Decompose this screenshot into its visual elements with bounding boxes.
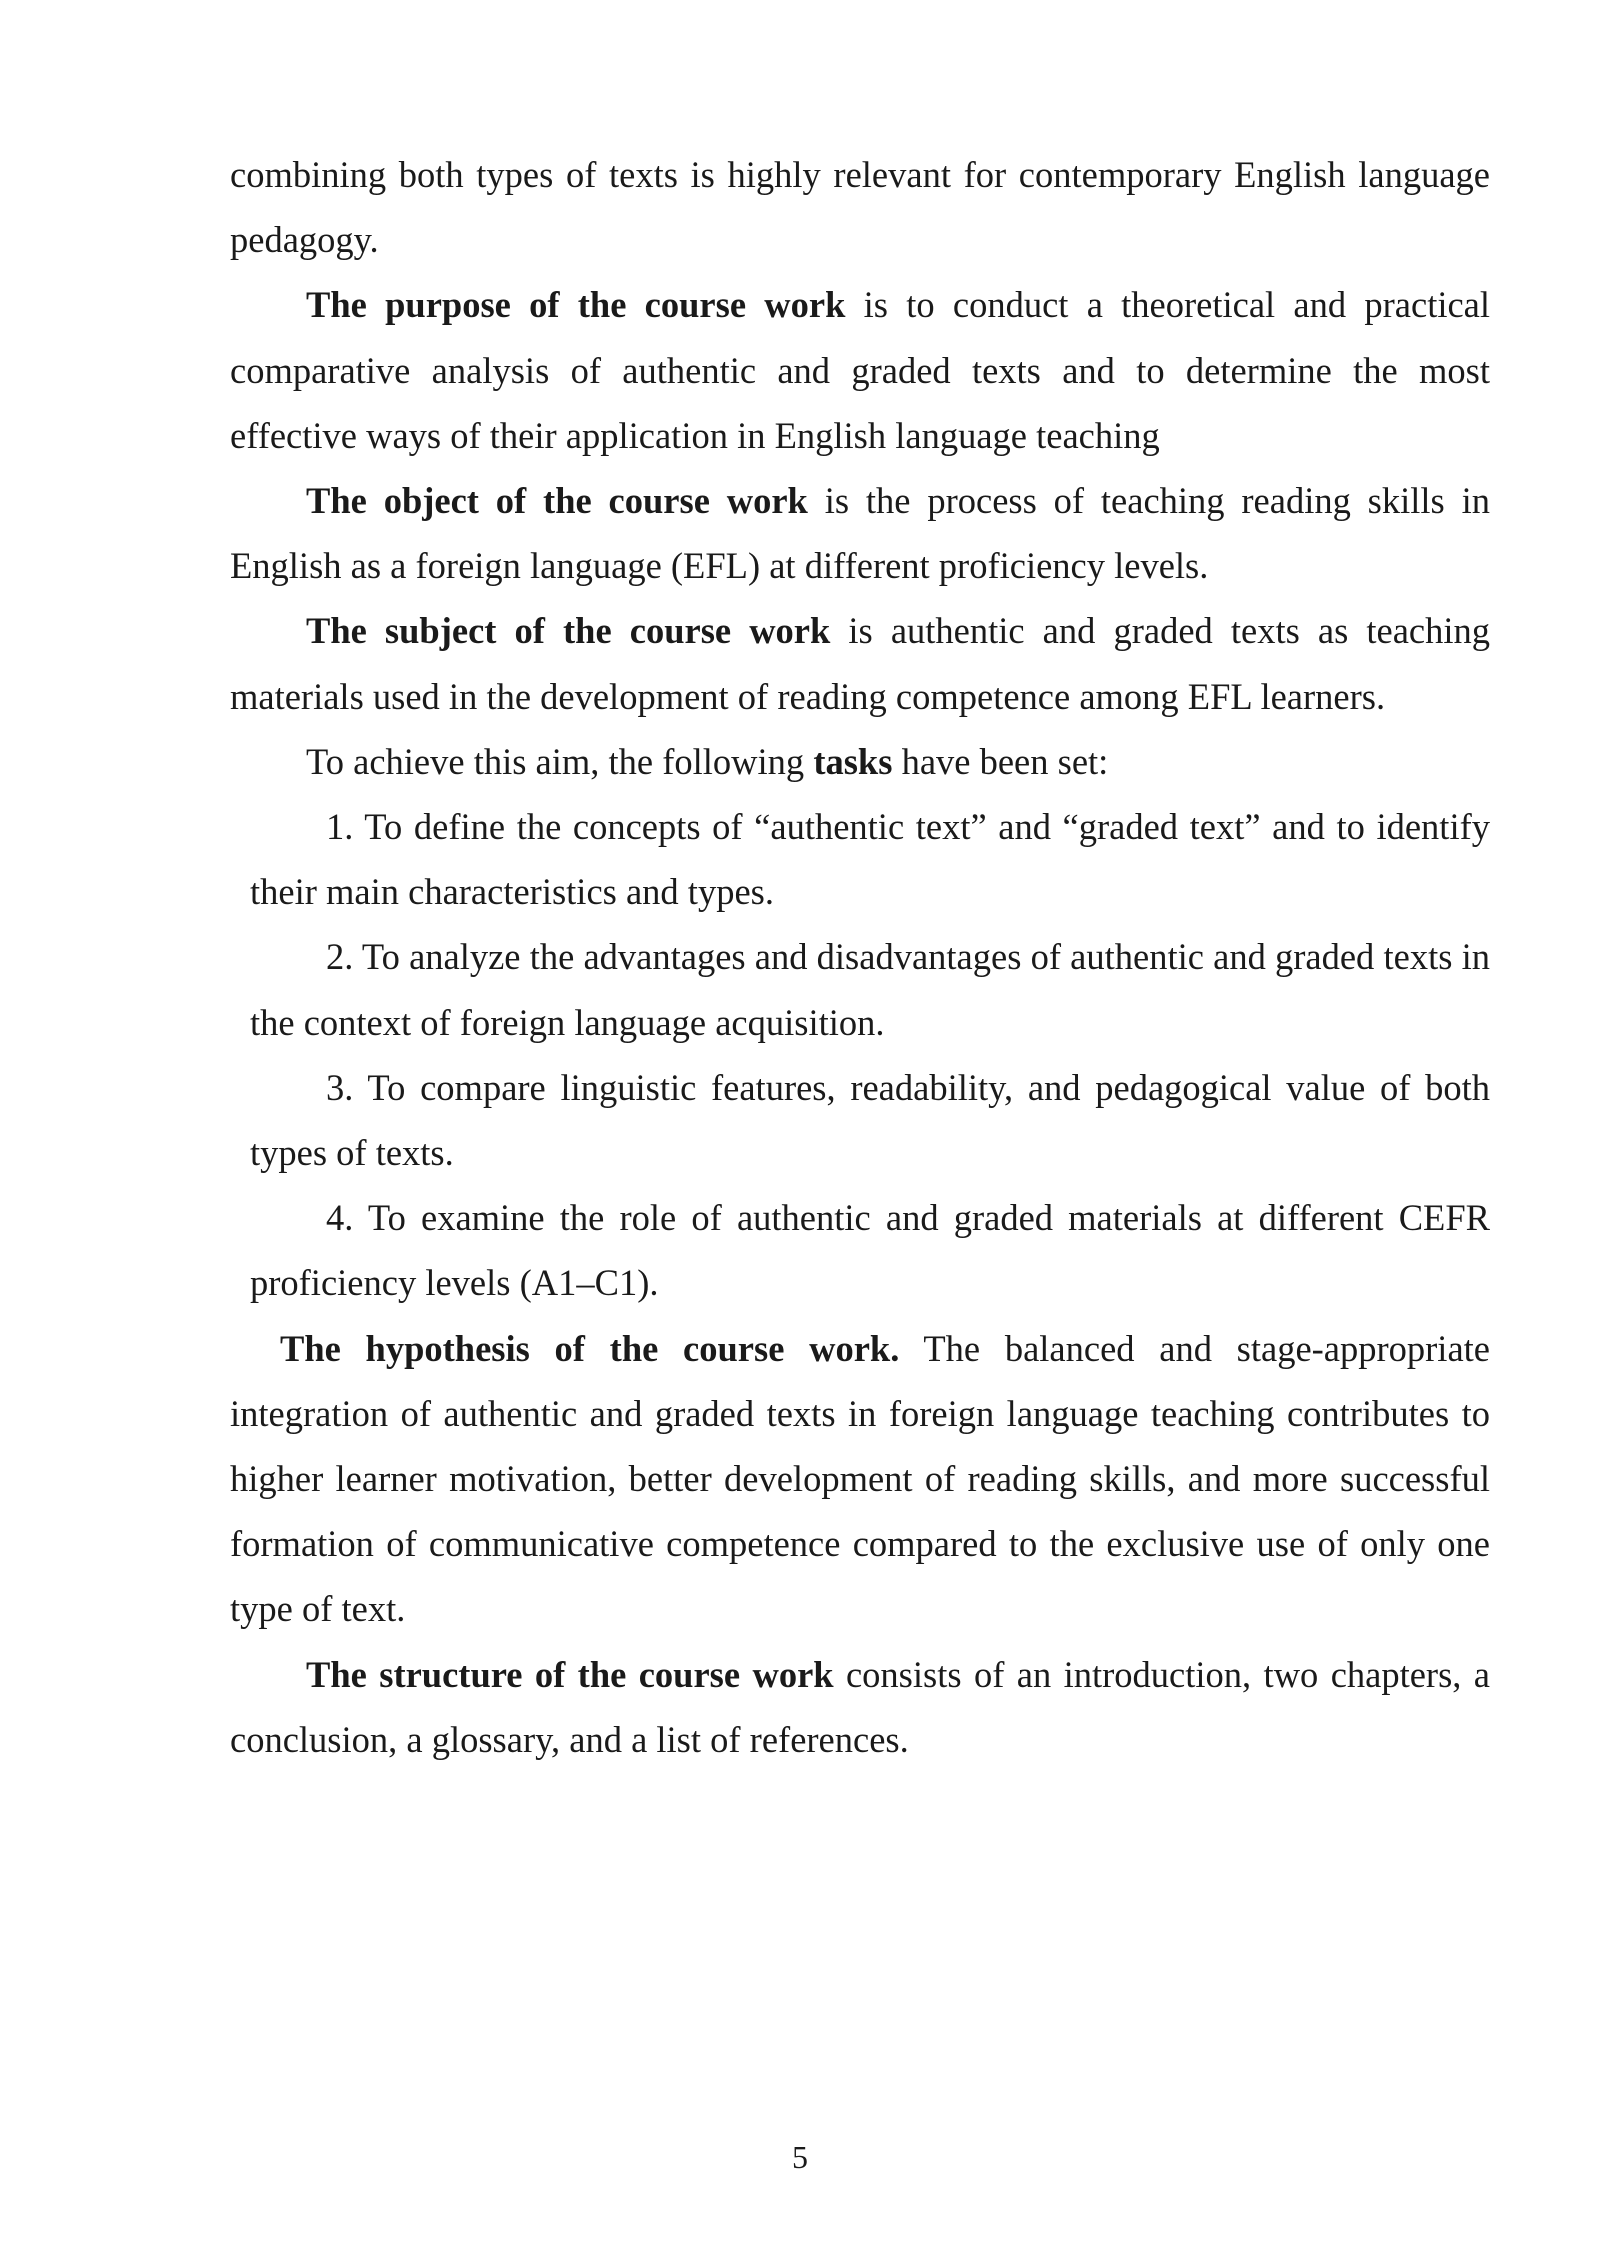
task-item-3: 3. To compare linguistic features, readability, and pedagogical value of both types of texts. — [250, 1066, 1490, 1174]
purpose-label: The purpose of the course work — [306, 284, 846, 326]
task-item-2: 2. To analyze the advantages and disadvantages of authentic and graded texts in the context of foreign language acquisition. — [250, 936, 1490, 1043]
task-item-4: 4. To examine the role of authentic and graded materials at different CEFR proficiency levels (A1–C1). — [250, 1197, 1490, 1304]
task-item-1: 1. To define the concepts of “authentic text” and “graded text” and to identify their main characteristics and types. — [250, 806, 1490, 913]
hypothesis-text: The balanced and stage-appropriate integration of authentic and graded texts in foreign language teaching contributes to higher learner motivation, better development of reading skills, and more successful formation of communicative competence compared to the exclusive use of only one type of text. — [230, 1327, 1490, 1630]
tasks-intro-paragraph — [230, 729, 1490, 794]
document-page — [230, 142, 1490, 1772]
continuation-paragraph — [230, 142, 1490, 272]
subject-text: is authentic and graded texts as teaching materials used in the development of reading competence among EFL learners. — [230, 610, 1490, 717]
tasks-intro-after: have been set: — [892, 740, 1109, 782]
structure-text: consists of an introduction, two chapters, a conclusion, a glossary, and a list of references. — [230, 1653, 1491, 1760]
purpose-paragraph — [230, 272, 1490, 468]
object-paragraph — [230, 468, 1490, 598]
object-label: The object of the course work — [306, 480, 808, 522]
hypothesis-label: The hypothesis of the course work. — [280, 1327, 900, 1369]
hypothesis-paragraph — [230, 1316, 1490, 1642]
structure-label: The structure of the course work — [306, 1653, 834, 1695]
tasks-intro-before: To achieve this aim, the following — [306, 740, 814, 782]
continuation-text: combining both types of texts is highly relevant for contemporary English language pedagogy. — [230, 154, 1490, 261]
page-number: 5 — [792, 2139, 808, 2175]
tasks-label: tasks — [813, 740, 893, 782]
subject-paragraph — [230, 598, 1490, 728]
purpose-text: is to conduct a theoretical and practical comparative analysis of authentic and graded texts and to determine the most effective ways of their application in English language teaching — [230, 284, 1491, 456]
object-text: is the process of teaching reading skills in English as a foreign language (EFL) at different proficiency levels. — [230, 480, 1491, 587]
subject-label: The subject of the course work — [306, 610, 831, 652]
structure-paragraph — [230, 1642, 1490, 1772]
